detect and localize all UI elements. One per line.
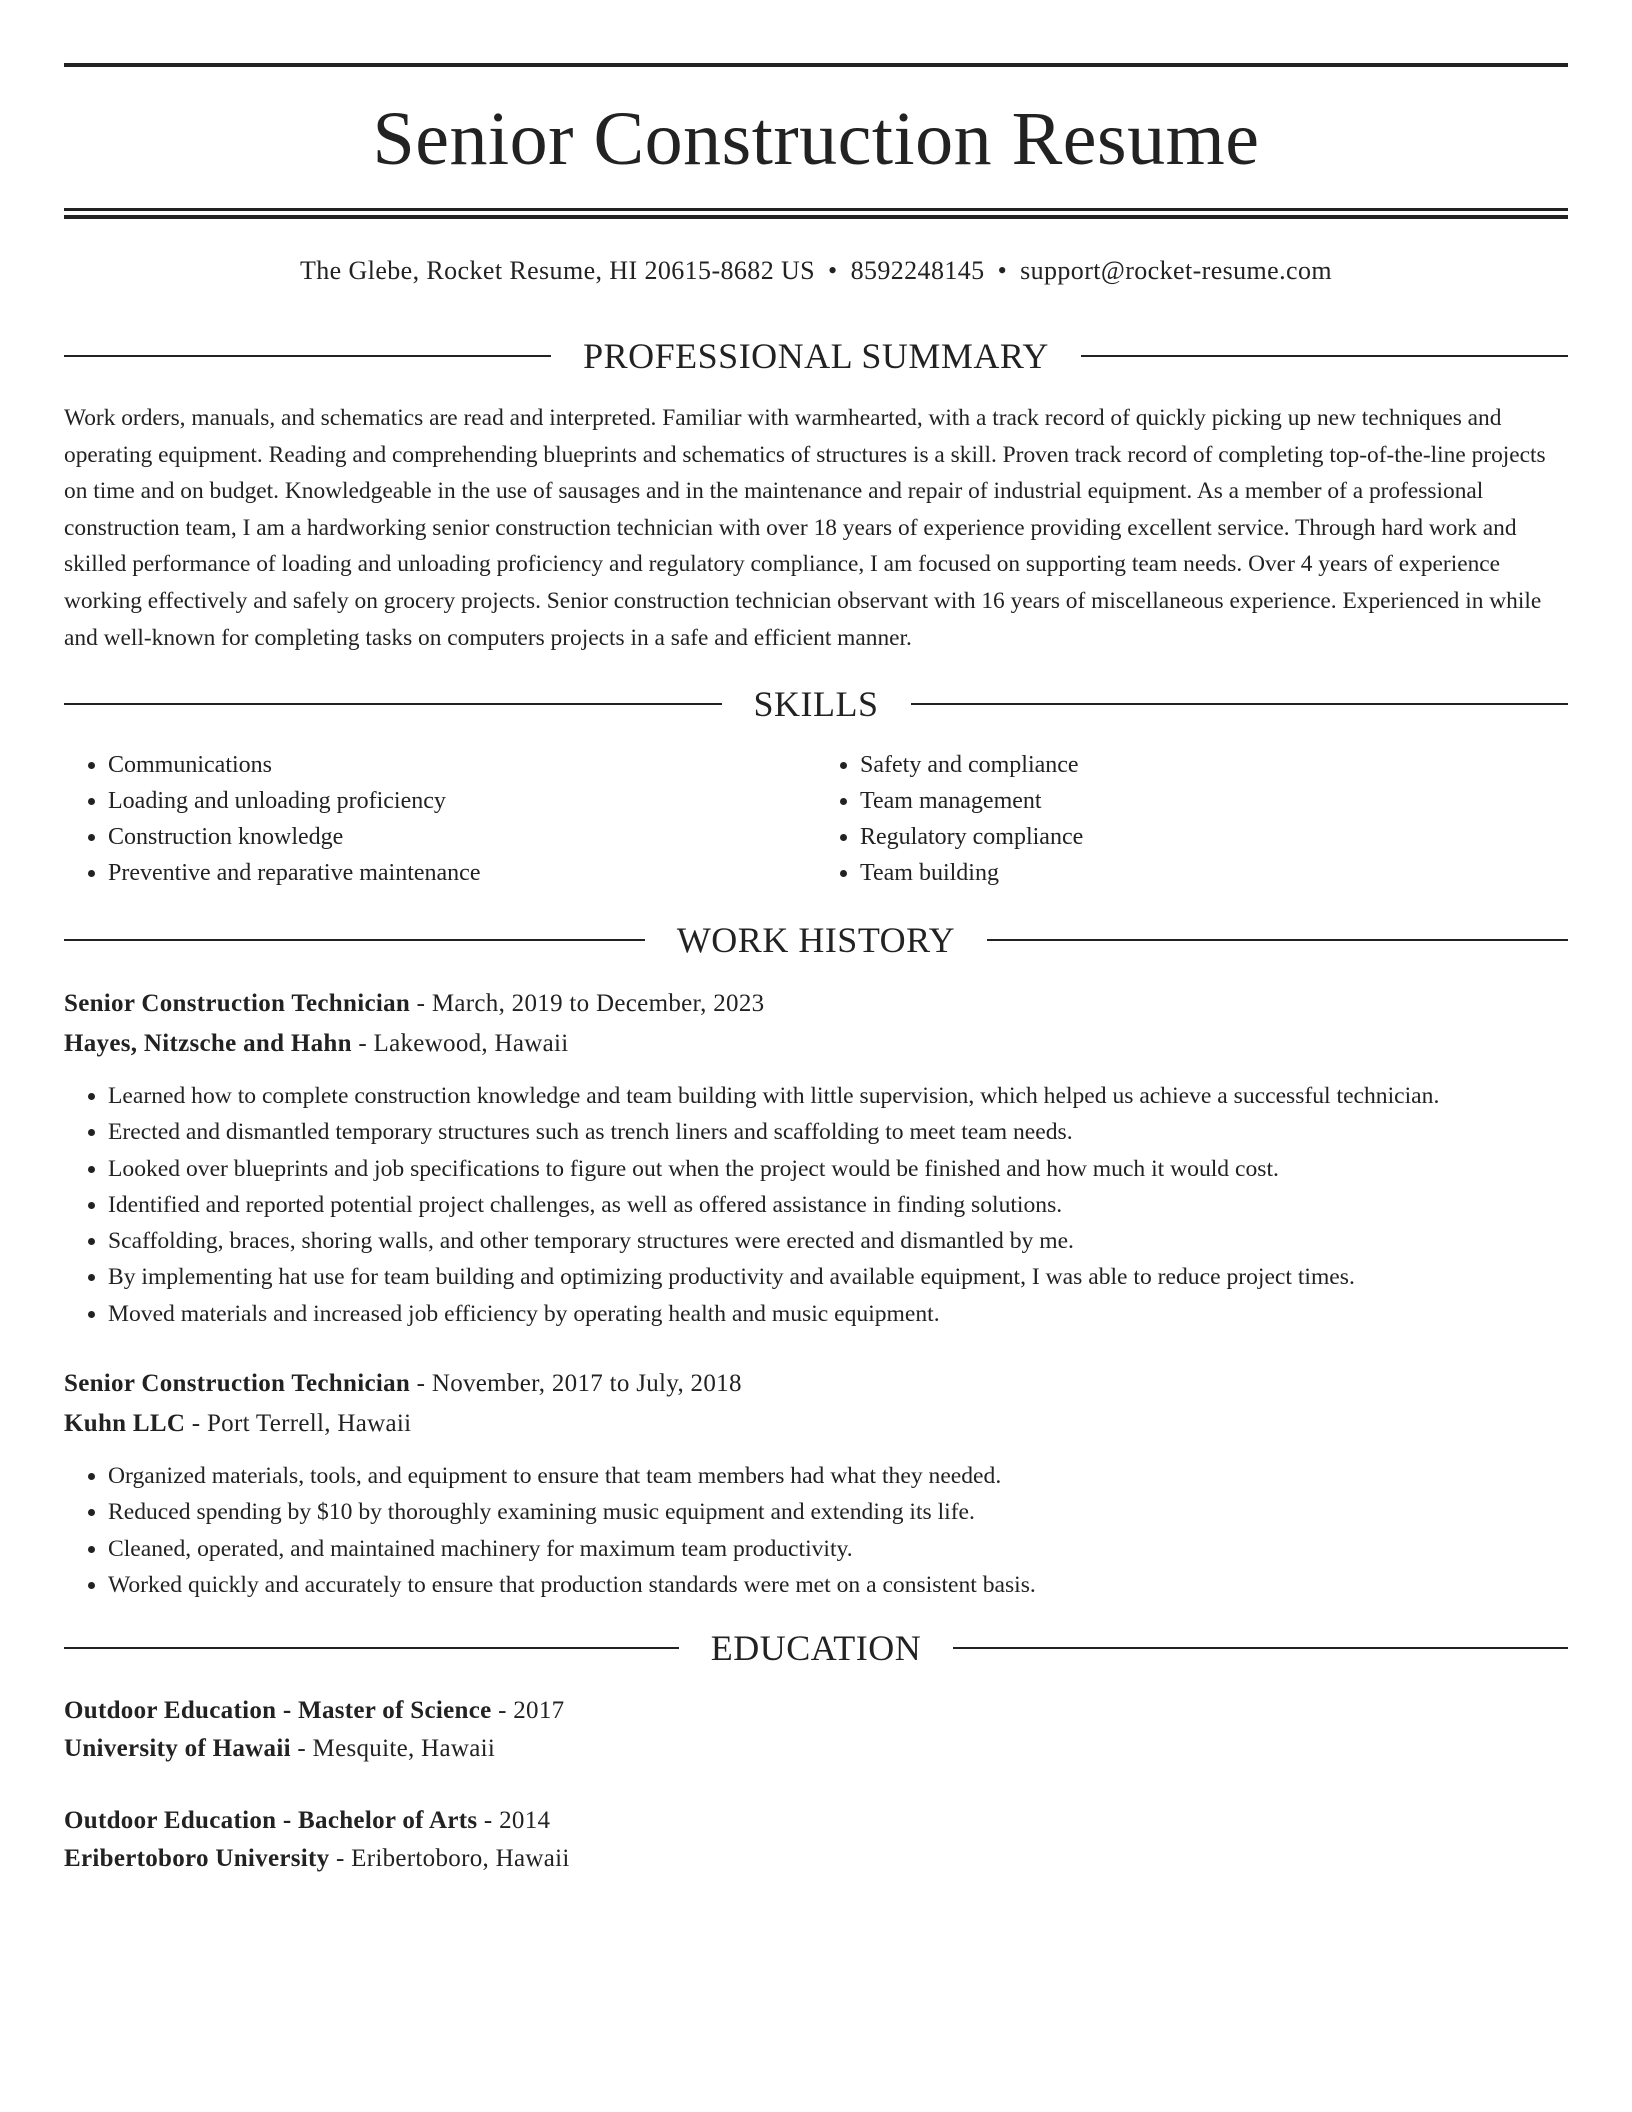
skill-item: • Loading and unloading proficiency bbox=[108, 783, 816, 819]
skills-columns bbox=[64, 747, 1568, 891]
work-heading bbox=[64, 918, 1568, 962]
education-school-line bbox=[64, 1842, 1568, 1876]
job-title: Senior Construction Technician bbox=[64, 990, 411, 1017]
job-company-line bbox=[64, 1027, 1568, 1061]
summary-text: Work orders, manuals, and schematics are read and interpreted. Familiar with warmhearted, with a track record of quickly picking up new techniques and operating equipment. Reading and comprehending blueprints and schematics of structures is a skill. Proven track record of completing top-of-the-line projects on time and on budget. Knowledgeable in the use of sausages and in the maintenance and repair of industrial equipment. As a member of a professional construction team, I am a hardworking senior construction technician with over 18 years of experience providing excellent service. Through hard work and skilled performance of loading and unloading proficiency and regulatory compliance, I am focused on supporting team needs. Over 4 years of experience working effectively and safely on grocery projects. Senior construction technician observant with 16 years of miscellaneous experience. Experienced in while and well-known for completing tasks on computers projects in a safe and efficient manner. bbox=[64, 405, 1546, 651]
skill-item: • Regulatory compliance bbox=[860, 819, 1568, 855]
contact-phone: 8592248145 bbox=[850, 256, 985, 285]
job-bullet: • Organized materials, tools, and equipment to ensure that team members had what they needed. bbox=[108, 1458, 1568, 1494]
job-company: Hayes, Nitzsche and Hahn bbox=[64, 1030, 352, 1057]
contact-line bbox=[64, 254, 1568, 288]
education-year: - 2017 bbox=[491, 1697, 565, 1724]
job-bullet: • Scaffolding, braces, shoring walls, and other temporary structures were erected and dismantled by me. bbox=[108, 1223, 1568, 1259]
skill-item: • Preventive and reparative maintenance bbox=[108, 855, 816, 891]
summary-heading bbox=[64, 334, 1568, 378]
job-bullet: • Learned how to complete construction knowledge and team building with little supervision, which helped us achieve a successful technician. bbox=[108, 1078, 1568, 1114]
page-title: Senior Construction Resume bbox=[372, 97, 1260, 181]
education-school-line bbox=[64, 1732, 1568, 1766]
job-bullet: • By implementing hat use for team building and optimizing productivity and available equipment, I was able to reduce project times. bbox=[108, 1259, 1568, 1295]
job-bullet: • Looked over blueprints and job specifications to figure out when the project would be finished and how much it would cost. bbox=[108, 1151, 1568, 1187]
education-location: - Eribertoboro, Hawaii bbox=[329, 1845, 570, 1872]
skills-list-right bbox=[816, 747, 1568, 891]
job-location: - Lakewood, Hawaii bbox=[351, 1030, 569, 1057]
heading-rule-right bbox=[987, 939, 1568, 941]
contact-address: The Glebe, Rocket Resume, HI 20615-8682 US bbox=[300, 256, 816, 285]
education-heading-label: EDUCATION bbox=[710, 1628, 922, 1668]
job-dates: - March, 2019 to December, 2023 bbox=[410, 990, 765, 1017]
skills-heading bbox=[64, 682, 1568, 726]
heading-rule-right bbox=[1081, 355, 1568, 357]
education-heading bbox=[64, 1626, 1568, 1670]
heading-rule-right bbox=[953, 1647, 1568, 1649]
education-school: University of Hawaii bbox=[64, 1735, 291, 1762]
education-degree-line bbox=[64, 1694, 1568, 1728]
heading-rule-right bbox=[911, 703, 1569, 705]
skill-item: • Construction knowledge bbox=[108, 819, 816, 855]
job-bullet: • Reduced spending by $10 by thoroughly examining music equipment and extending its life. bbox=[108, 1494, 1568, 1530]
heading-rule-left bbox=[64, 939, 645, 941]
skill-item: • Team building bbox=[860, 855, 1568, 891]
job-bullet: • Cleaned, operated, and maintained machinery for maximum team productivity. bbox=[108, 1531, 1568, 1567]
job-title-line bbox=[64, 987, 1568, 1021]
heading-rule-left bbox=[64, 703, 722, 705]
skill-item: • Safety and compliance bbox=[860, 747, 1568, 783]
title-double-rule bbox=[64, 208, 1568, 219]
job-bullets bbox=[64, 1458, 1568, 1603]
job-location: - Port Terrell, Hawaii bbox=[185, 1410, 412, 1437]
education-degree: Outdoor Education - Bachelor of Arts bbox=[64, 1807, 478, 1834]
job-bullet: • Worked quickly and accurately to ensure that production standards were met on a consistent basis. bbox=[108, 1567, 1568, 1603]
contact-email: support@rocket-resume.com bbox=[1020, 256, 1332, 285]
top-rule bbox=[64, 63, 1568, 67]
job-bullet: • Identified and reported potential project challenges, as well as offered assistance in finding solutions. bbox=[108, 1187, 1568, 1223]
work-heading-label: WORK HISTORY bbox=[676, 920, 956, 960]
heading-rule-left bbox=[64, 1647, 679, 1649]
skill-item: • Team management bbox=[860, 783, 1568, 819]
education-degree: Outdoor Education - Master of Science bbox=[64, 1697, 492, 1724]
job-dates: - November, 2017 to July, 2018 bbox=[410, 1370, 742, 1397]
job-bullet: • Moved materials and increased job efficiency by operating health and music equipment. bbox=[108, 1296, 1568, 1332]
job-title-line bbox=[64, 1367, 1568, 1401]
education-year: - 2014 bbox=[477, 1807, 551, 1834]
education-school: Eribertoboro University bbox=[64, 1845, 330, 1872]
heading-rule-left bbox=[64, 355, 551, 357]
skill-item: • Communications bbox=[108, 747, 816, 783]
education-degree-line bbox=[64, 1804, 1568, 1838]
job-company: Kuhn LLC bbox=[64, 1410, 186, 1437]
skills-list-left bbox=[64, 747, 816, 891]
contact-separator: • bbox=[828, 256, 838, 285]
summary-heading-label: PROFESSIONAL SUMMARY bbox=[583, 336, 1049, 376]
job-company-line bbox=[64, 1407, 1568, 1441]
contact-separator: • bbox=[997, 256, 1008, 285]
job-title: Senior Construction Technician bbox=[64, 1370, 411, 1397]
job-bullets bbox=[64, 1078, 1568, 1332]
job-bullet: • Erected and dismantled temporary structures such as trench liners and scaffolding to meet team needs. bbox=[108, 1114, 1568, 1150]
skills-heading-label: SKILLS bbox=[753, 684, 879, 724]
education-location: - Mesquite, Hawaii bbox=[290, 1735, 496, 1762]
